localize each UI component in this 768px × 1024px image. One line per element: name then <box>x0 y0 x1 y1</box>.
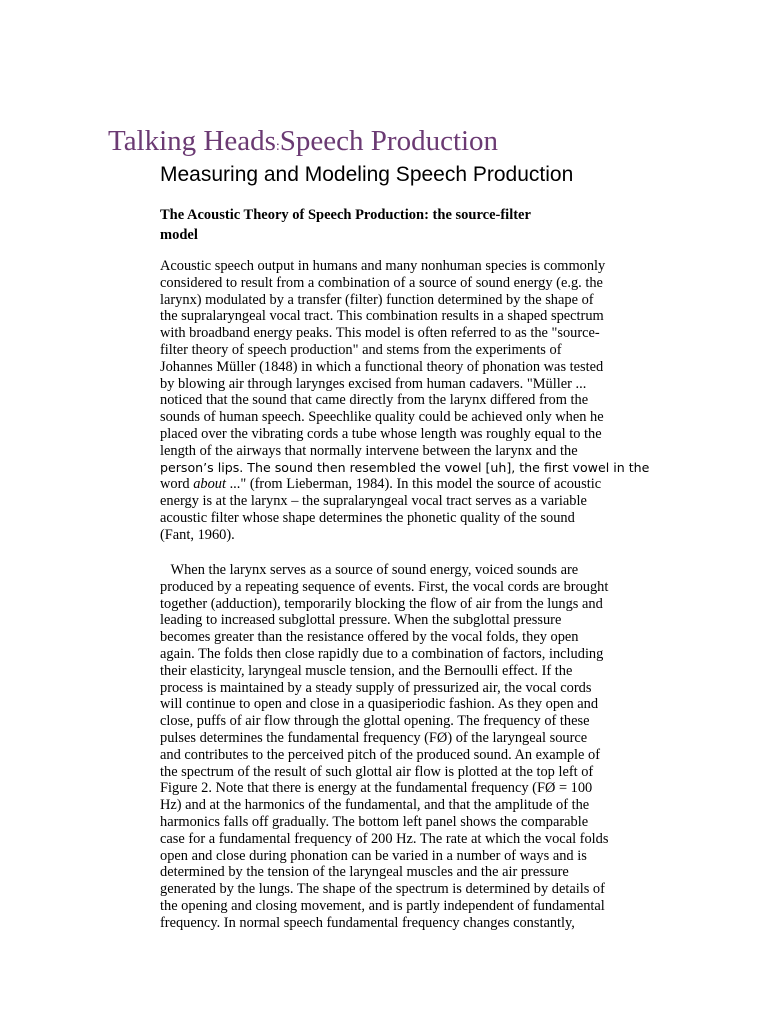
section-heading-line: model <box>160 227 198 243</box>
paragraph-larynx-source <box>160 562 608 932</box>
text-line: will continue to open and close in a quasiperiodic fashion. As they open and <box>160 696 599 713</box>
text-line: larynx) modulated by a transfer (filter) function determined by the shape of <box>160 291 594 308</box>
text-line: harmonics falls off gradually. The bottom left panel shows the comparable <box>160 813 589 830</box>
text-line: generated by the lungs. The shape of the spectrum is determined by details of <box>160 881 605 898</box>
text-segment: ..." (from Lieberman, 1984). In this model the source of acoustic <box>225 476 602 493</box>
text-line: energy is at the larynx – the supralaryngeal vocal tract serves as a variable <box>160 493 587 510</box>
italic-word-about: about <box>193 476 226 493</box>
text-line: (Fant, 1960). <box>160 526 235 543</box>
text-line: close, puffs of air flow through the glottal opening. The frequency of these <box>160 713 590 730</box>
text-line: Johannes Müller (1848) in which a functional theory of phonation was tested <box>160 358 604 375</box>
text-line: together (adduction), temporarily blocking the flow of air from the lungs and <box>160 595 603 612</box>
text-line: by blowing air through larynges excised from human cadavers. "Müller ... <box>160 375 587 392</box>
text-line: person’s lips. The sound then resembled the vowel [uh], the first vowel in the <box>160 459 650 475</box>
page-title <box>108 123 498 165</box>
title-part-speech-production: Speech Production <box>279 125 499 157</box>
text-line: and contributes to the perceived pitch of the produced sound. An example of <box>160 746 600 763</box>
section-heading-line: The Acoustic Theory of Speech Production: the source-filter <box>160 207 531 223</box>
text-line: produced by a repeating sequence of events. First, the vocal cords are brought <box>160 578 609 595</box>
text-line: noticed that the sound that came directly from the larynx differed from the <box>160 392 589 409</box>
text-line: leading to increased subglottal pressure. When the subglottal pressure <box>160 612 562 629</box>
text-line: with broadband energy peaks. This model is often referred to as the "source- <box>160 325 600 342</box>
text-line: process is maintained by a steady supply of pressurized air, the vocal cords <box>160 679 592 696</box>
title-separator: : <box>275 139 280 154</box>
text-line: the opening and closing movement, and is partly independent of fundamental <box>160 897 605 914</box>
text-line: length of the airways that normally intervene between the larynx and the <box>160 442 578 459</box>
text-line: sounds of human speech. Speechlike quality could be achieved only when he <box>160 409 604 426</box>
text-line <box>160 476 649 493</box>
text-line: becomes greater than the resistance offered by the vocal folds, they open <box>160 629 579 646</box>
text-line: the spectrum of the result of such glottal air flow is plotted at the top left of <box>160 763 594 780</box>
text-line: again. The folds then close rapidly due to a combination of factors, including <box>160 645 604 662</box>
text-line: Acoustic speech output in humans and many nonhuman species is commonly <box>160 258 606 274</box>
text-line: frequency. In normal speech fundamental frequency changes constantly, <box>160 914 575 931</box>
title-part-talking-heads: Talking Heads <box>108 125 276 157</box>
text-line: Hz) and at the harmonics of the fundamental, and that the amplitude of the <box>160 797 590 814</box>
text-line: pulses determines the fundamental frequency (FØ) of the laryngeal source <box>160 729 588 746</box>
text-segment: word <box>160 476 194 493</box>
text-line: case for a fundamental frequency of 200 Hz. The rate at which the vocal folds <box>160 830 609 847</box>
section-heading <box>160 205 630 245</box>
text-line: their elasticity, laryngeal muscle tension, and the Bernoulli effect. If the <box>160 662 573 679</box>
text-line: filter theory of speech production" and stems from the experiments of <box>160 341 562 358</box>
paragraph-source-filter <box>160 258 649 544</box>
text-line: determined by the tension of the laryngeal muscles and the air pressure <box>160 864 569 881</box>
text-line: acoustic filter whose shape determines the phonetic quality of the sound <box>160 509 575 526</box>
text-line: Figure 2. Note that there is energy at the fundamental frequency (FØ = 100 <box>160 780 593 797</box>
text-line: placed over the vibrating cords a tube whose length was roughly equal to the <box>160 425 602 442</box>
text-line: When the larynx serves as a source of sound energy, voiced sounds are <box>160 562 579 578</box>
text-line: open and close during phonation can be varied in a number of ways and is <box>160 847 587 864</box>
page-subtitle: Measuring and Modeling Speech Production <box>160 163 574 186</box>
text-line: considered to result from a combination of a source of sound energy (e.g. the <box>160 274 603 291</box>
text-line: the supralaryngeal vocal tract. This combination results in a shaped spectrum <box>160 308 604 325</box>
